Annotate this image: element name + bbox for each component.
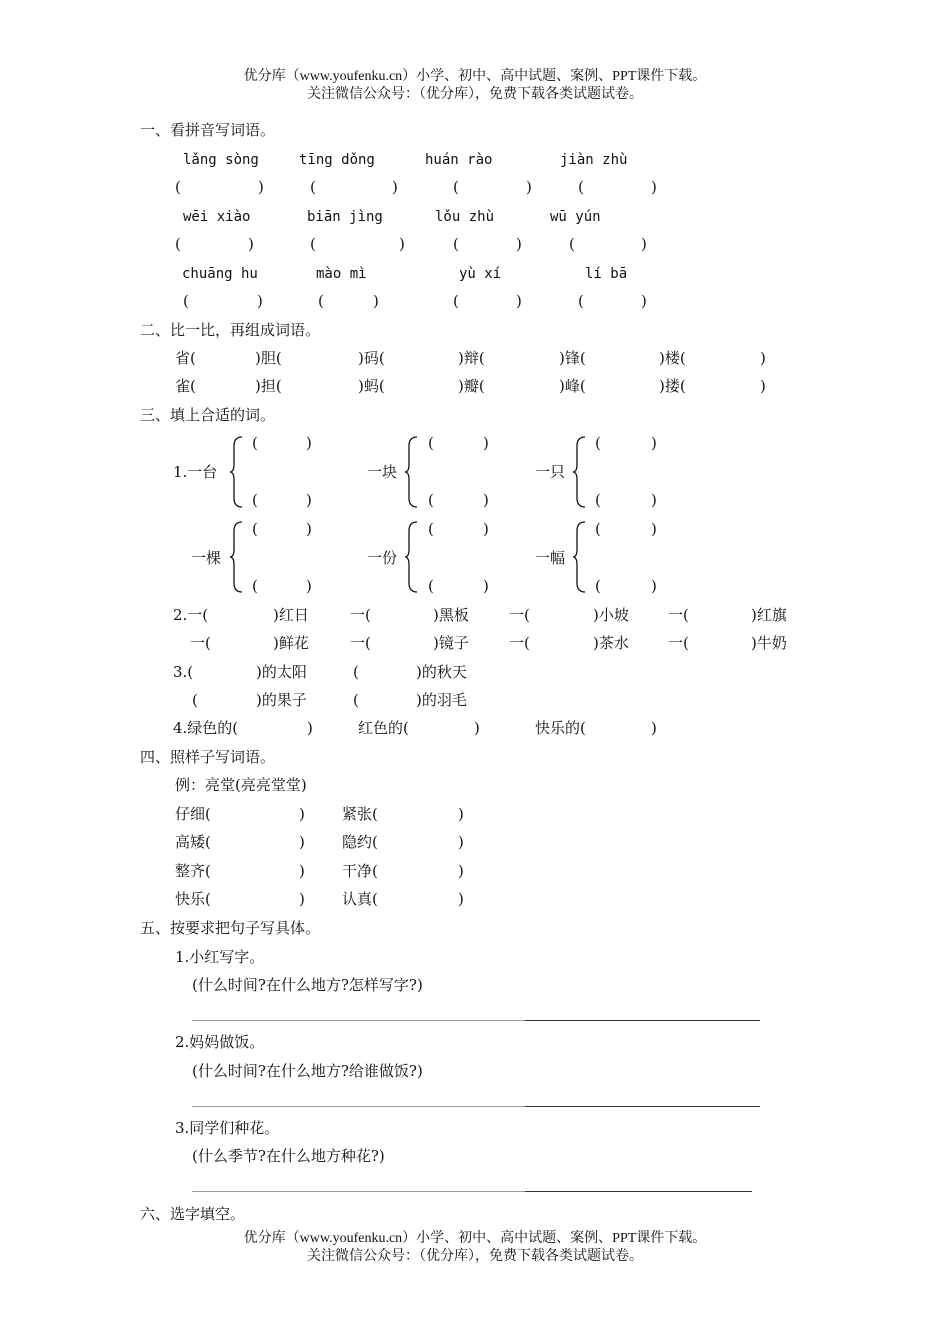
brace-icon	[230, 436, 244, 508]
pinyin: biān jìng	[307, 209, 383, 225]
compare-item: )峰(	[559, 377, 586, 395]
compare-item: )锋(	[559, 349, 586, 367]
compare-item: )搂(	[659, 377, 686, 395]
sentence-question: 1.小红写字。	[175, 948, 265, 966]
fill-item: 3.(	[173, 663, 194, 681]
blank-open: (	[310, 178, 316, 196]
compare-item: )瓣(	[458, 377, 485, 395]
fill-item: 快乐的(	[535, 719, 586, 737]
fill-item: (	[353, 663, 359, 681]
measure-word: 1.一台	[173, 463, 218, 481]
fill-item: )红旗	[751, 606, 787, 624]
word-item: )	[458, 890, 464, 908]
blank-open: (	[183, 292, 189, 310]
blank-close: )	[483, 520, 489, 538]
example: 例：亮堂(亮亮堂堂)	[175, 776, 307, 794]
fill-item: 一(	[509, 606, 530, 624]
blank-open: (	[252, 491, 258, 509]
blank-open: (	[428, 491, 434, 509]
word-item: 仔细(	[175, 805, 211, 823]
fill-item: )的羽毛	[416, 691, 467, 709]
blank-close: )	[651, 434, 657, 452]
section-4-title: 四、照样子写词语。	[140, 748, 276, 766]
blank-close: )	[373, 292, 379, 310]
fill-item: )的果子	[256, 691, 307, 709]
blank-open: (	[428, 434, 434, 452]
blank-close: )	[483, 491, 489, 509]
compare-item: )	[760, 349, 766, 367]
sentence-hint: (什么时间?在什么地方?给谁做饭?)	[192, 1062, 423, 1080]
blank-close: )	[516, 235, 522, 253]
brace-icon	[405, 436, 419, 508]
blank-open: (	[578, 178, 584, 196]
pinyin: mào mì	[316, 266, 367, 282]
blank-close: )	[306, 520, 312, 538]
blank-open: (	[453, 178, 459, 196]
blank-close: )	[641, 292, 647, 310]
fill-item: (	[192, 691, 198, 709]
answer-line	[525, 1191, 752, 1192]
blank-open: (	[578, 292, 584, 310]
blank-open: (	[453, 292, 459, 310]
answer-line	[192, 1191, 525, 1192]
fill-item: 一(	[668, 606, 689, 624]
fill-item: 一(	[350, 606, 371, 624]
blank-open: (	[428, 577, 434, 595]
section-2-title: 二、比一比，再组成词语。	[140, 321, 321, 339]
pinyin: jiàn zhù	[560, 152, 628, 168]
blank-open: (	[252, 577, 258, 595]
answer-line	[525, 1020, 760, 1021]
word-item: 认真(	[342, 890, 378, 908]
fill-item: )的太阳	[256, 663, 307, 681]
section-6-title: 六、选字填空。	[140, 1205, 246, 1223]
fill-item: )	[474, 719, 480, 737]
brace-icon	[405, 521, 419, 593]
blank-close: )	[483, 434, 489, 452]
compare-item: 省(	[175, 349, 196, 367]
pinyin: lǎng sòng	[183, 152, 259, 168]
word-item: )	[299, 805, 305, 823]
fill-item: )黑板	[433, 606, 469, 624]
blank-open: (	[569, 235, 575, 253]
word-item: 高矮(	[175, 833, 211, 851]
pinyin: wēi xiào	[183, 209, 251, 225]
word-item: 干净(	[342, 862, 378, 880]
blank-open: (	[595, 434, 601, 452]
pinyin: lǒu zhù	[435, 209, 495, 225]
pinyin: yù xí	[459, 266, 502, 282]
blank-open: (	[318, 292, 324, 310]
word-item: 隐约(	[342, 833, 378, 851]
blank-close: )	[651, 178, 657, 196]
footer-line-1: 优分库（www.youfenku.cn）小学、初中、高中试题、案例、PPT课件下载。	[243, 1231, 707, 1246]
blank-close: )	[526, 178, 532, 196]
blank-open: (	[175, 235, 181, 253]
sentence-hint: (什么季节?在什么地方种花?)	[192, 1147, 385, 1165]
fill-item: 一(	[190, 634, 211, 652]
pinyin: wū yún	[550, 209, 601, 225]
fill-item: )小坡	[593, 606, 629, 624]
word-item: 快乐(	[175, 890, 211, 908]
measure-word: 一份	[367, 549, 398, 567]
blank-close: )	[516, 292, 522, 310]
compare-item: )	[760, 377, 766, 395]
brace-icon	[573, 436, 587, 508]
answer-line	[192, 1106, 525, 1107]
section-5-title: 五、按要求把句子写具体。	[140, 919, 321, 937]
section-3-title: 三、填上合适的词。	[140, 406, 276, 424]
compare-item: )胆(	[255, 349, 282, 367]
fill-item: )的秋天	[416, 663, 467, 681]
blank-close: )	[399, 235, 405, 253]
fill-item: 4.绿色的(	[173, 719, 239, 737]
fill-item: )红日	[273, 606, 309, 624]
blank-close: )	[248, 235, 254, 253]
blank-open: (	[252, 434, 258, 452]
compare-item: 雀(	[175, 377, 196, 395]
blank-close: )	[483, 577, 489, 595]
section-1-title: 一、看拼音写词语。	[140, 121, 276, 139]
compare-item: )楼(	[659, 349, 686, 367]
fill-item: 红色的(	[358, 719, 409, 737]
word-item: )	[458, 862, 464, 880]
compare-item: )码(	[358, 349, 385, 367]
fill-item: 一(	[668, 634, 689, 652]
blank-open: (	[252, 520, 258, 538]
blank-open: (	[595, 577, 601, 595]
pinyin: huán rào	[425, 152, 493, 168]
word-item: )	[458, 833, 464, 851]
word-item: 紧张(	[342, 805, 378, 823]
fill-item: )镜子	[433, 634, 469, 652]
brace-icon	[573, 521, 587, 593]
pinyin: chuāng hu	[182, 266, 258, 282]
blank-close: )	[258, 178, 264, 196]
sentence-question: 2.妈妈做饭。	[175, 1033, 265, 1051]
brace-icon	[230, 521, 244, 593]
blank-open: (	[595, 520, 601, 538]
fill-item: 一(	[350, 634, 371, 652]
word-item: 整齐(	[175, 862, 211, 880]
fill-item: 一(	[509, 634, 530, 652]
word-item: )	[299, 833, 305, 851]
blank-close: )	[306, 577, 312, 595]
compare-item: )担(	[255, 377, 282, 395]
blank-close: )	[257, 292, 263, 310]
blank-close: )	[651, 520, 657, 538]
blank-close: )	[651, 491, 657, 509]
measure-word: 一幅	[535, 549, 566, 567]
header-line-1: 优分库（www.youfenku.cn）小学、初中、高中试题、案例、PPT课件下载。	[243, 69, 707, 84]
pinyin: tīng dǒng	[299, 152, 375, 168]
measure-word: 一棵	[191, 549, 222, 567]
header-line-2: 关注微信公众号：（优分库），免费下载各类试题试卷。	[307, 87, 643, 102]
blank-open: (	[175, 178, 181, 196]
blank-close: )	[641, 235, 647, 253]
fill-item: )	[307, 719, 313, 737]
word-item: )	[458, 805, 464, 823]
fill-item: )	[651, 719, 657, 737]
footer-line-2: 关注微信公众号：（优分库），免费下载各类试题试卷。	[307, 1249, 643, 1264]
word-item: )	[299, 890, 305, 908]
fill-item: (	[353, 691, 359, 709]
answer-line	[192, 1020, 525, 1021]
compare-item: )蚂(	[358, 377, 385, 395]
pinyin: lí bā	[585, 266, 628, 282]
fill-item: )茶水	[593, 634, 629, 652]
fill-item: )牛奶	[751, 634, 787, 652]
blank-open: (	[453, 235, 459, 253]
blank-close: )	[306, 491, 312, 509]
answer-line	[525, 1106, 760, 1107]
measure-word: 一只	[535, 463, 566, 481]
compare-item: )辩(	[458, 349, 485, 367]
sentence-question: 3.同学们种花。	[175, 1119, 280, 1137]
blank-close: )	[306, 434, 312, 452]
blank-close: )	[392, 178, 398, 196]
sentence-hint: (什么时间?在什么地方?怎样写字?)	[192, 976, 423, 994]
blank-close: )	[651, 577, 657, 595]
measure-word: 一块	[367, 463, 398, 481]
word-item: )	[299, 862, 305, 880]
fill-item: )鲜花	[273, 634, 309, 652]
blank-open: (	[310, 235, 316, 253]
fill-item: 2.一(	[173, 606, 209, 624]
blank-open: (	[428, 520, 434, 538]
blank-open: (	[595, 491, 601, 509]
